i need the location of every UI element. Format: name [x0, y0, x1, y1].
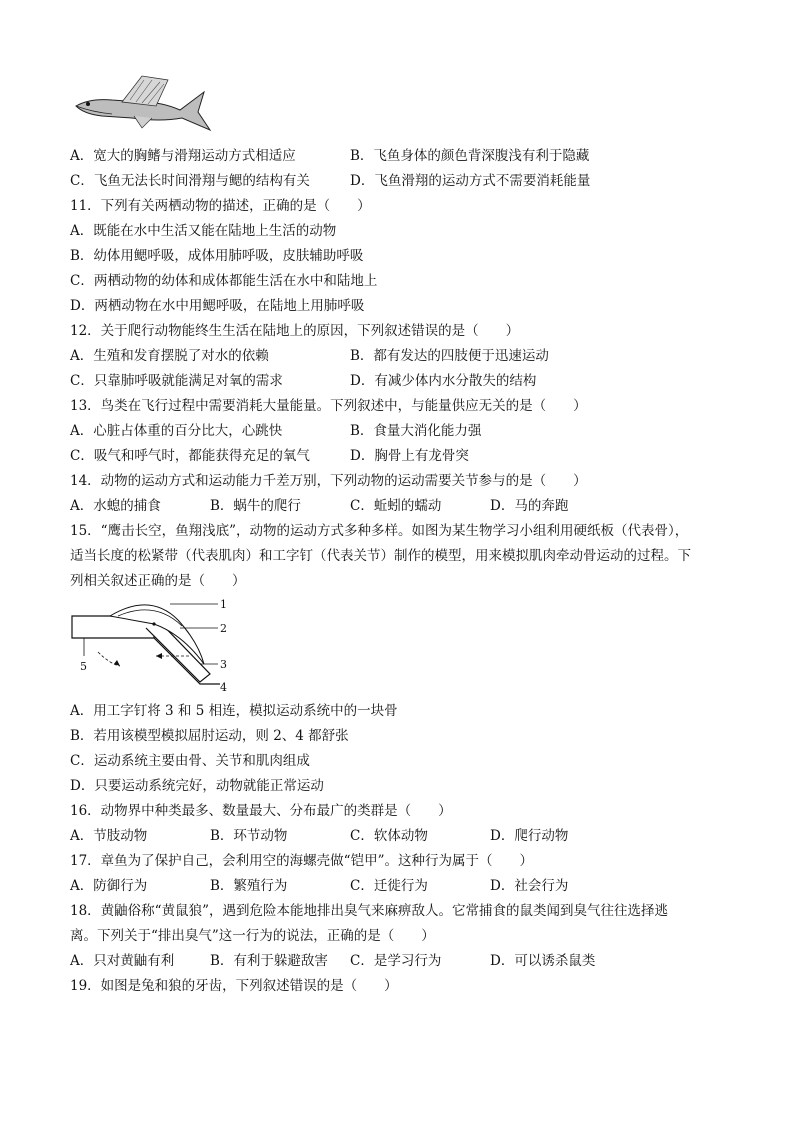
- q15-stem-line1: 15．“鹰击长空，鱼翔浅底”，动物的运动方式多种多样。如图为某生物学习小组利用硬纸板（代表骨），: [70, 523, 689, 539]
- q12-option-c: C．只靠肺呼吸就能满足对氧的需求: [70, 373, 283, 389]
- q11-option-b: B．幼体用鳃呼吸，成体用肺呼吸，皮肤辅助呼吸: [70, 248, 364, 264]
- model-label-4: 4: [220, 681, 227, 694]
- q14-stem: 14．动物的运动方式和运动能力千差万别，下列动物的运动需要关节参与的是（ ）: [70, 473, 587, 489]
- muscle-bone-model-figure: [70, 594, 240, 694]
- q13-option-c: C．吸气和呼气时，都能获得充足的氧气: [70, 448, 310, 464]
- model-label-5: 5: [80, 660, 87, 673]
- q18-stem-line1: 18．黄鼬俗称“黄鼠狼”，遇到危险本能地排出臭气来麻痹敌人。它常捕食的鼠类闻到臭气往往选择逃: [70, 903, 668, 919]
- q15-stem-line2: 适当长度的松紧带（代表肌肉）和工字钉（代表关节）制作的模型，用来模拟肌肉牵动骨运动的过程。下: [70, 548, 691, 564]
- q18-option-c: C．是学习行为: [350, 953, 442, 969]
- q18-stem-line2: 离。下列关于“排出臭气”这一行为的说法，正确的是（ ）: [70, 928, 435, 944]
- model-label-1: 1: [220, 598, 227, 611]
- q17-option-c: C．迁徙行为: [350, 878, 428, 894]
- q16-option-d: D．爬行动物: [490, 828, 569, 844]
- q10-option-a: A．宽大的胸鳍与滑翔运动方式相适应: [70, 148, 296, 164]
- q19-stem: 19．如图是兔和狼的牙齿，下列叙述错误的是（ ）: [70, 978, 398, 994]
- flying-fish-figure: [72, 72, 212, 136]
- model-label-2: 2: [220, 622, 227, 635]
- q11-option-d: D．两栖动物在水中用鳃呼吸，在陆地上用肺呼吸: [70, 298, 365, 314]
- q11-stem: 11．下列有关两栖动物的描述，正确的是（ ）: [70, 198, 371, 214]
- q10-option-b: B．飞鱼身体的颜色背深腹浅有利于隐藏: [350, 148, 590, 164]
- q14-option-c: C．蚯蚓的蠕动: [350, 498, 442, 514]
- q12-option-d: D．有减少体内水分散失的结构: [350, 373, 537, 389]
- q10-option-c: C．飞鱼无法长时间滑翔与鳃的结构有关: [70, 173, 310, 189]
- q12-option-b: B．都有发达的四肢便于迅速运动: [350, 348, 549, 364]
- q18-option-b: B．有利于躲避敌害: [210, 953, 328, 969]
- q17-option-b: B．繁殖行为: [210, 878, 288, 894]
- q17-option-d: D．社会行为: [490, 878, 569, 894]
- q12-option-a: A．生殖和发育摆脱了对水的依赖: [70, 348, 269, 364]
- model-joint-pin: [152, 622, 155, 625]
- q15-option-a: A．用工字钉将 3 和 5 相连，模拟运动系统中的一块骨: [70, 703, 398, 719]
- q13-option-b: B．食量大消化能力强: [350, 423, 482, 439]
- q14-option-b: B．蜗牛的爬行: [210, 498, 301, 514]
- q12-stem: 12．关于爬行动物能终生生活在陆地上的原因，下列叙述错误的是（ ）: [70, 323, 520, 339]
- q14-option-d: D．马的奔跑: [490, 498, 569, 514]
- q14-option-a: A．水螅的捕食: [70, 498, 161, 514]
- q15-option-b: B．若用该模型模拟屈肘运动，则 2、4 都舒张: [70, 728, 349, 744]
- q15-option-c: C．运动系统主要由骨、关节和肌肉组成: [70, 753, 310, 769]
- q13-option-d: D．胸骨上有龙骨突: [350, 448, 469, 464]
- q10-option-d: D．飞鱼滑翔的运动方式不需要消耗能量: [350, 173, 591, 189]
- q17-stem: 17．章鱼为了保护自己，会利用空的海螺壳做“铠甲”。这种行为属于（ ）: [70, 853, 533, 869]
- q13-stem: 13．鸟类在飞行过程中需要消耗大量能量。下列叙述中，与能量供应无关的是（ ）: [70, 398, 587, 414]
- q16-option-a: A．节肢动物: [70, 828, 148, 844]
- q15-stem-line3: 列相关叙述正确的是（ ）: [70, 573, 246, 589]
- model-label-3: 3: [220, 658, 227, 671]
- q16-option-b: B．环节动物: [210, 828, 288, 844]
- q18-option-d: D．可以诱杀鼠类: [490, 953, 596, 969]
- q11-option-c: C．两栖动物的幼体和成体都能生活在水中和陆地上: [70, 273, 378, 289]
- q11-option-a: A．既能在水中生活又能在陆地上生活的动物: [70, 223, 337, 239]
- q16-option-c: C．软体动物: [350, 828, 428, 844]
- q13-option-a: A．心脏占体重的百分比大，心跳快: [70, 423, 283, 439]
- q18-option-a: A．只对黄鼬有利: [70, 953, 175, 969]
- q17-option-a: A．防御行为: [70, 878, 148, 894]
- q16-stem: 16．动物界中种类最多、数量最大、分布最广的类群是（ ）: [70, 803, 452, 819]
- q15-option-d: D．只要运动系统完好，动物就能正常运动: [70, 778, 324, 794]
